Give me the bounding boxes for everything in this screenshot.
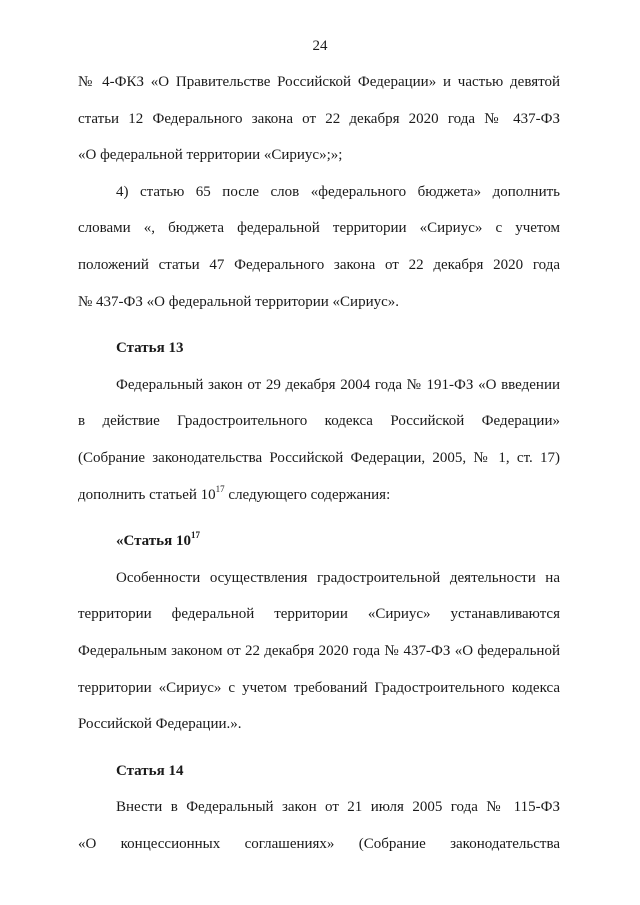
text-fragment: «Статья 10 — [116, 533, 191, 550]
text-fragment: следующего содержания: — [224, 486, 391, 503]
text-line: статьи 12 Федерального закона от 22 декабря 2020 года № 437-ФЗ — [78, 110, 560, 127]
article-heading-13: Статья 13 — [116, 340, 184, 357]
text-line: в действие Градостроительного кодекса Российской Федерации» — [78, 413, 560, 430]
text-line: Российской Федерации.». — [78, 716, 242, 733]
quoted-article-heading — [78, 523, 560, 560]
text-line: 4) статью 65 после слов «федерального бюджета» дополнить — [116, 183, 560, 200]
text-line: № 4-ФКЗ «О Правительстве Российской Федерации» и частью девятой — [78, 74, 560, 90]
text-line: Особенности осуществления градостроительной деятельности на — [116, 569, 560, 586]
text-line: словами «, бюджета федеральной территории «Сириус» с учетом — [78, 220, 560, 237]
text-line: положений статьи 47 Федерального закона от 22 декабря 2020 года — [78, 256, 560, 273]
paragraph-continuation — [78, 64, 560, 174]
superscript: 17 — [215, 483, 225, 494]
text-line: Внести в Федеральный закон от 21 июля 2005 года № 115-ФЗ — [116, 799, 560, 816]
text-line: территории «Сириус» с учетом требований Градостроительного кодекса — [78, 679, 560, 696]
paragraph-item-4 — [78, 174, 560, 320]
paragraph-article-14 — [78, 789, 560, 862]
paragraph-article-13 — [78, 367, 560, 513]
text-line: «О федеральной территории «Сириус»;»; — [78, 147, 343, 164]
document-body — [78, 64, 560, 862]
text-fragment: дополнить статьей 10 — [78, 486, 216, 503]
text-line: Федеральным законом от 22 декабря 2020 года № 437-ФЗ «О федеральной — [78, 642, 560, 659]
text-line: (Собрание законодательства Российской Федерации, 2005, № 1, ст. 17) — [78, 449, 560, 466]
paragraph-quoted-article — [78, 560, 560, 743]
article-heading-14: Статья 14 — [116, 762, 184, 779]
superscript: 17 — [190, 530, 200, 541]
text-line: «О концессионных соглашениях» (Собрание законодательства — [78, 835, 560, 852]
text-line: территории федеральной территории «Сириус» устанавливаются — [78, 606, 560, 623]
text-line — [78, 477, 560, 514]
text-line: № 437-ФЗ «О федеральной территории «Сириус». — [78, 293, 400, 310]
page-number: 24 — [312, 38, 328, 54]
text-line: Федеральный закон от 29 декабря 2004 года № 191-ФЗ «О введении — [116, 376, 560, 393]
